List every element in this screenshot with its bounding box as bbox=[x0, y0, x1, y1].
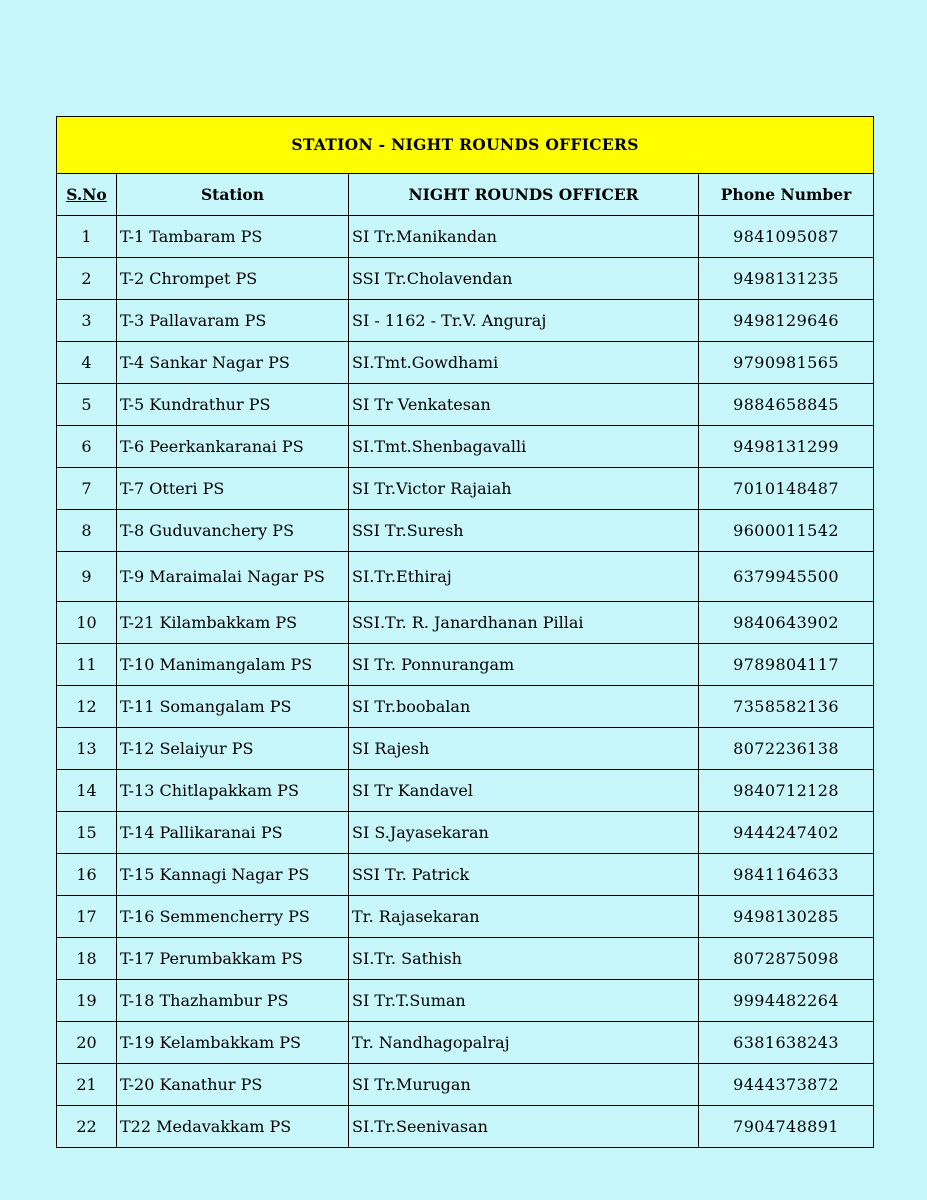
cell-officer: SI.Tmt.Gowdhami bbox=[349, 342, 699, 384]
cell-phone: 9789804117 bbox=[699, 644, 874, 686]
cell-officer: SSI Tr. Patrick bbox=[349, 854, 699, 896]
column-header-station: Station bbox=[117, 174, 349, 216]
cell-station: T-17 Perumbakkam PS bbox=[117, 938, 349, 980]
header-row bbox=[57, 174, 874, 216]
table-row bbox=[57, 510, 874, 552]
cell-sno: 18 bbox=[57, 938, 117, 980]
cell-officer: SI Rajesh bbox=[349, 728, 699, 770]
title-row bbox=[57, 117, 874, 174]
table-row bbox=[57, 1106, 874, 1148]
cell-sno: 16 bbox=[57, 854, 117, 896]
cell-officer: SI Tr.Murugan bbox=[349, 1064, 699, 1106]
cell-phone: 9444373872 bbox=[699, 1064, 874, 1106]
column-header-sno: S.No bbox=[57, 174, 117, 216]
cell-officer: SSI Tr.Cholavendan bbox=[349, 258, 699, 300]
cell-sno: 4 bbox=[57, 342, 117, 384]
cell-sno: 19 bbox=[57, 980, 117, 1022]
cell-station: T-8 Guduvanchery PS bbox=[117, 510, 349, 552]
cell-sno: 15 bbox=[57, 812, 117, 854]
cell-officer: SI.Tr.Ethiraj bbox=[349, 552, 699, 602]
cell-sno: 12 bbox=[57, 686, 117, 728]
cell-station: T-15 Kannagi Nagar PS bbox=[117, 854, 349, 896]
cell-sno: 22 bbox=[57, 1106, 117, 1148]
cell-phone: 7904748891 bbox=[699, 1106, 874, 1148]
cell-phone: 9994482264 bbox=[699, 980, 874, 1022]
cell-phone: 9498131235 bbox=[699, 258, 874, 300]
cell-phone: 6381638243 bbox=[699, 1022, 874, 1064]
table-row bbox=[57, 1064, 874, 1106]
table-row bbox=[57, 258, 874, 300]
table-row bbox=[57, 770, 874, 812]
cell-officer: SI - 1162 - Tr.V. Anguraj bbox=[349, 300, 699, 342]
table-row bbox=[57, 980, 874, 1022]
cell-sno: 21 bbox=[57, 1064, 117, 1106]
cell-station: T-13 Chitlapakkam PS bbox=[117, 770, 349, 812]
cell-sno: 9 bbox=[57, 552, 117, 602]
cell-station: T-3 Pallavaram PS bbox=[117, 300, 349, 342]
cell-phone: 8072875098 bbox=[699, 938, 874, 980]
cell-officer: SI Tr.Victor Rajaiah bbox=[349, 468, 699, 510]
cell-station: T-10 Manimangalam PS bbox=[117, 644, 349, 686]
cell-officer: Tr. Rajasekaran bbox=[349, 896, 699, 938]
cell-phone: 9498131299 bbox=[699, 426, 874, 468]
table-row bbox=[57, 384, 874, 426]
table-row bbox=[57, 812, 874, 854]
table-row bbox=[57, 216, 874, 258]
cell-station: T-14 Pallikaranai PS bbox=[117, 812, 349, 854]
cell-phone: 9841164633 bbox=[699, 854, 874, 896]
cell-phone: 9498129646 bbox=[699, 300, 874, 342]
cell-sno: 6 bbox=[57, 426, 117, 468]
cell-officer: SI S.Jayasekaran bbox=[349, 812, 699, 854]
table-title: STATION - NIGHT ROUNDS OFFICERS bbox=[57, 117, 874, 174]
table-row bbox=[57, 644, 874, 686]
cell-station: T-18 Thazhambur PS bbox=[117, 980, 349, 1022]
cell-officer: SI Tr Venkatesan bbox=[349, 384, 699, 426]
cell-sno: 5 bbox=[57, 384, 117, 426]
cell-station: T-11 Somangalam PS bbox=[117, 686, 349, 728]
cell-station: T-20 Kanathur PS bbox=[117, 1064, 349, 1106]
night-rounds-sheet bbox=[56, 116, 873, 1148]
cell-sno: 13 bbox=[57, 728, 117, 770]
table-row bbox=[57, 300, 874, 342]
cell-sno: 20 bbox=[57, 1022, 117, 1064]
cell-officer: SI.Tr. Sathish bbox=[349, 938, 699, 980]
cell-phone: 6379945500 bbox=[699, 552, 874, 602]
table-body bbox=[57, 216, 874, 1148]
cell-phone: 9444247402 bbox=[699, 812, 874, 854]
cell-officer: SI.Tr.Seenivasan bbox=[349, 1106, 699, 1148]
table-row bbox=[57, 342, 874, 384]
cell-station: T-6 Peerkankaranai PS bbox=[117, 426, 349, 468]
cell-phone: 9884658845 bbox=[699, 384, 874, 426]
cell-phone: 9600011542 bbox=[699, 510, 874, 552]
cell-sno: 11 bbox=[57, 644, 117, 686]
table-row bbox=[57, 426, 874, 468]
cell-station: T-19 Kelambakkam PS bbox=[117, 1022, 349, 1064]
column-header-officer: NIGHT ROUNDS OFFICER bbox=[349, 174, 699, 216]
cell-station: T-16 Semmencherry PS bbox=[117, 896, 349, 938]
table-row bbox=[57, 938, 874, 980]
cell-sno: 7 bbox=[57, 468, 117, 510]
cell-phone: 8072236138 bbox=[699, 728, 874, 770]
cell-station: T-21 Kilambakkam PS bbox=[117, 602, 349, 644]
cell-phone: 9840643902 bbox=[699, 602, 874, 644]
cell-sno: 3 bbox=[57, 300, 117, 342]
cell-phone: 9841095087 bbox=[699, 216, 874, 258]
cell-station: T-12 Selaiyur PS bbox=[117, 728, 349, 770]
cell-phone: 9790981565 bbox=[699, 342, 874, 384]
cell-station: T-2 Chrompet PS bbox=[117, 258, 349, 300]
table-row bbox=[57, 896, 874, 938]
cell-station: T-1 Tambaram PS bbox=[117, 216, 349, 258]
column-header-phone: Phone Number bbox=[699, 174, 874, 216]
table-row bbox=[57, 468, 874, 510]
cell-phone: 9840712128 bbox=[699, 770, 874, 812]
cell-officer: SI Tr.Manikandan bbox=[349, 216, 699, 258]
cell-sno: 1 bbox=[57, 216, 117, 258]
table-row bbox=[57, 854, 874, 896]
cell-station: T-9 Maraimalai Nagar PS bbox=[117, 552, 349, 602]
table-row bbox=[57, 686, 874, 728]
cell-station: T22 Medavakkam PS bbox=[117, 1106, 349, 1148]
table-row bbox=[57, 602, 874, 644]
cell-officer: SSI Tr.Suresh bbox=[349, 510, 699, 552]
cell-station: T-5 Kundrathur PS bbox=[117, 384, 349, 426]
cell-officer: SI Tr.T.Suman bbox=[349, 980, 699, 1022]
cell-sno: 10 bbox=[57, 602, 117, 644]
cell-phone: 7010148487 bbox=[699, 468, 874, 510]
cell-sno: 17 bbox=[57, 896, 117, 938]
cell-officer: SI Tr. Ponnurangam bbox=[349, 644, 699, 686]
cell-officer: SI Tr.boobalan bbox=[349, 686, 699, 728]
cell-sno: 2 bbox=[57, 258, 117, 300]
cell-phone: 7358582136 bbox=[699, 686, 874, 728]
cell-officer: SI.Tmt.Shenbagavalli bbox=[349, 426, 699, 468]
table-row bbox=[57, 1022, 874, 1064]
table-row bbox=[57, 728, 874, 770]
cell-phone: 9498130285 bbox=[699, 896, 874, 938]
cell-station: T-4 Sankar Nagar PS bbox=[117, 342, 349, 384]
night-rounds-table bbox=[56, 116, 874, 1148]
cell-sno: 8 bbox=[57, 510, 117, 552]
cell-officer: SSI.Tr. R. Janardhanan Pillai bbox=[349, 602, 699, 644]
cell-sno: 14 bbox=[57, 770, 117, 812]
cell-station: T-7 Otteri PS bbox=[117, 468, 349, 510]
cell-officer: SI Tr Kandavel bbox=[349, 770, 699, 812]
table-row bbox=[57, 552, 874, 602]
cell-officer: Tr. Nandhagopalraj bbox=[349, 1022, 699, 1064]
